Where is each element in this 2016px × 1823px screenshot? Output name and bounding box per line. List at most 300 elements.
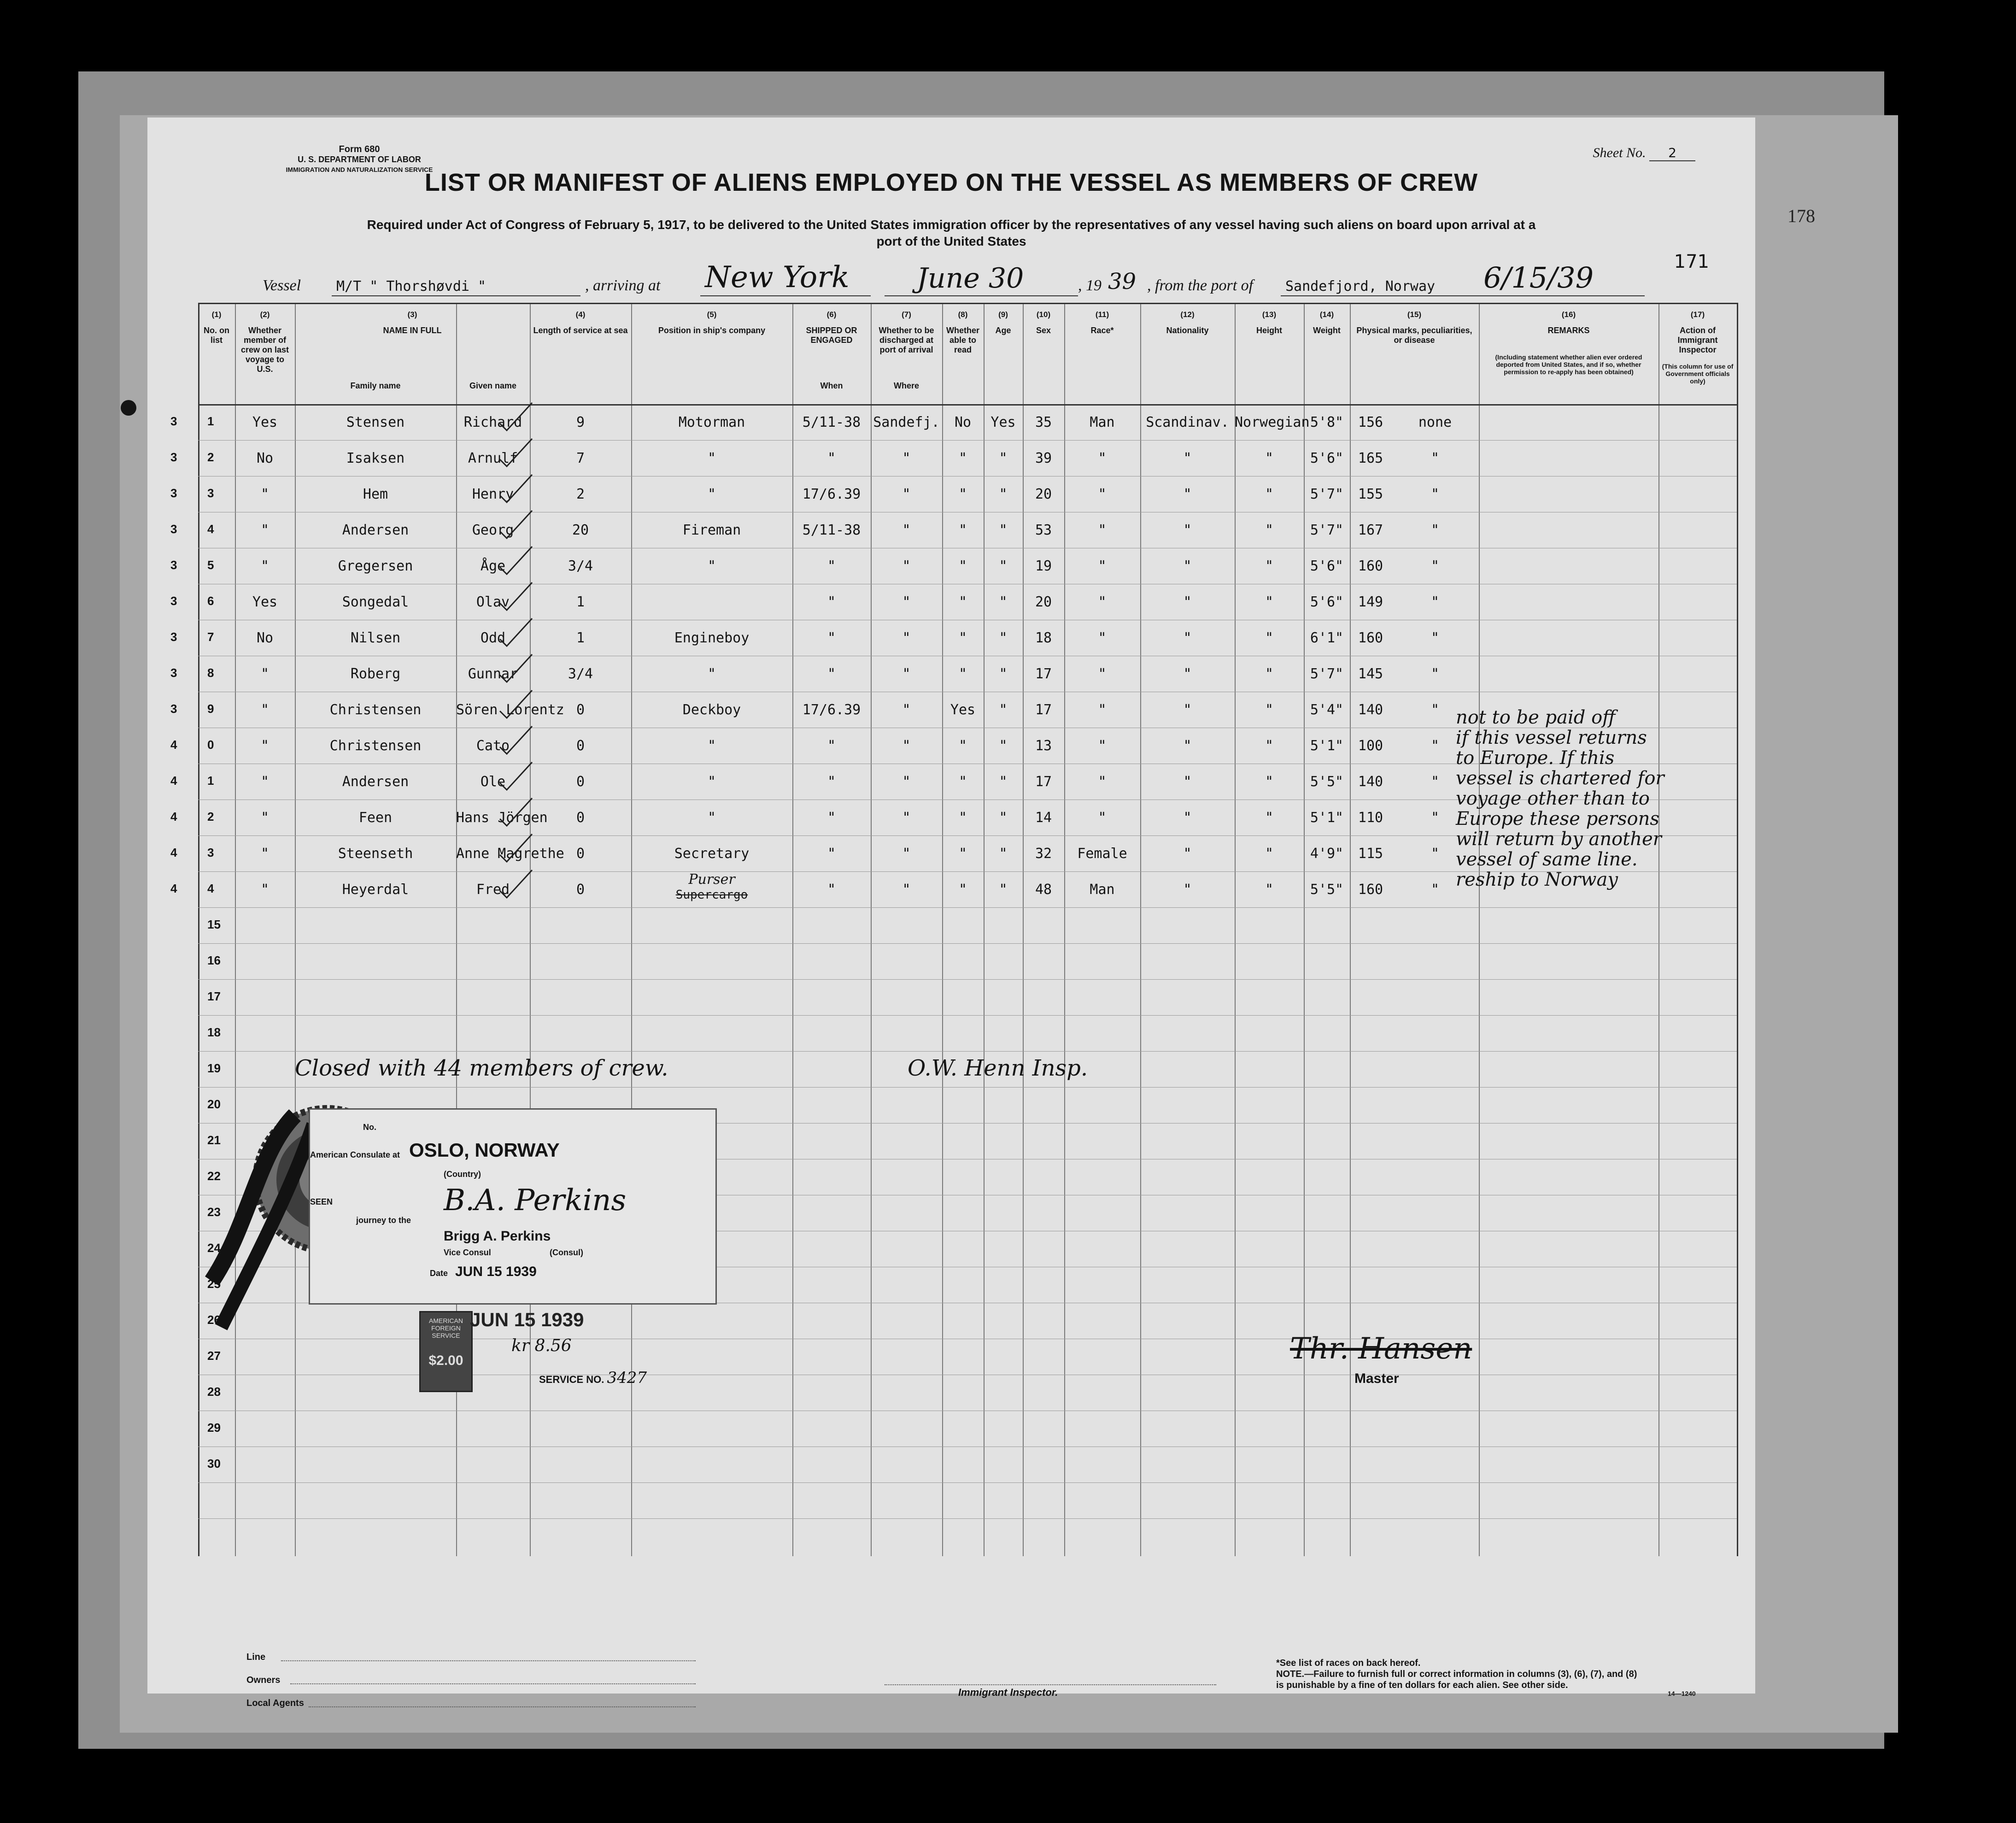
department: U. S. DEPARTMENT OF LABOR (298, 155, 421, 164)
cell-discharged: " (958, 486, 967, 502)
row-number: 25 (207, 1277, 221, 1291)
consulate-date: JUN 15 1939 (455, 1264, 537, 1279)
cell-sex: Man (1090, 414, 1115, 430)
cell-weight: 160 (1358, 630, 1383, 646)
cell-weight: 165 (1358, 450, 1383, 466)
fee-handwritten: kr 8.56 (511, 1336, 572, 1355)
cell-race: " (1183, 882, 1192, 898)
cell-service: 2 (576, 486, 585, 502)
footer-note-3: is punishable by a fine of ten dollars for each alien. See other side. (1276, 1680, 1568, 1690)
cell-given: Hans Jörgen (456, 810, 548, 826)
cell-service: 1 (576, 594, 585, 610)
cell-family: Stensen (346, 414, 405, 430)
consul-name: Brigg A. Perkins (444, 1229, 551, 1244)
cell-position: Deckboy (682, 702, 741, 718)
column-number: (8) (958, 310, 968, 319)
cell-marks: " (1430, 810, 1440, 826)
cell-nationality: " (1265, 522, 1274, 538)
row-number: 28 (207, 1385, 221, 1399)
column-header: Whether able to read (946, 326, 979, 354)
cell-given: Henry (472, 486, 514, 502)
column-rule (198, 303, 199, 1556)
cell-sex: " (1098, 666, 1107, 682)
cell-nationality: " (1265, 630, 1274, 646)
cell-position: " (707, 450, 716, 466)
page-title: LIST OR MANIFEST OF ALIENS EMPLOYED ON THE VESSEL AS MEMBERS OF CREW (424, 169, 1478, 196)
subheader-family: Family name (350, 381, 401, 390)
cell-nationality: Norwegian (1235, 414, 1310, 430)
underline (332, 295, 580, 296)
row-prefix-handwritten: 3 (170, 702, 177, 716)
cell-when: " (827, 594, 836, 610)
cell-nationality: " (1265, 486, 1274, 502)
cell-service: 0 (576, 882, 585, 898)
cell-height: 5'6" (1310, 594, 1344, 610)
arrival-year: 39 (1108, 269, 1137, 294)
column-number: (3) (407, 310, 417, 319)
checkmark-icon (498, 580, 534, 612)
cell-height: 5'1" (1310, 810, 1344, 826)
cell-discharged: " (958, 738, 967, 754)
cell-family: Andersen (342, 774, 409, 790)
cell-given: Richard (463, 414, 522, 430)
row-number: 3 (207, 846, 214, 859)
cell-position: Supercargo (675, 888, 748, 902)
checkmark-icon (498, 724, 534, 756)
cell-where: " (902, 774, 911, 790)
cell-sex: " (1098, 594, 1107, 610)
cell-where: " (902, 702, 911, 718)
header-bottom-rule (198, 404, 1737, 406)
vessel-name: M/T " Thorshøvdi " (336, 278, 486, 294)
cell-nationality: " (1265, 558, 1274, 574)
row-number: 4 (207, 882, 214, 895)
row-prefix-handwritten: 3 (170, 666, 177, 680)
cell-service: 0 (576, 810, 585, 826)
footer-note-2: NOTE.—Failure to furnish full or correct information in columns (3), (6), (7), and (8) (1276, 1669, 1637, 1679)
row-number: 27 (207, 1349, 221, 1363)
footer-agents-field (309, 1706, 696, 1707)
service-number (539, 1369, 647, 1387)
row-number: 2 (207, 450, 214, 464)
row-prefix-handwritten: 3 (170, 594, 177, 608)
cell-service: 0 (576, 738, 585, 754)
remarks-note-header: (Including statement whether alien ever ordered deported from United States, and if so, whether permission to re-apply has been obtained) (1495, 353, 1642, 376)
row-number: 2 (207, 810, 214, 823)
service-label: SERVICE NO. (539, 1374, 604, 1385)
cell-service: 3/4 (568, 558, 593, 574)
row-number: 21 (207, 1133, 221, 1147)
cell-marks: " (1430, 702, 1440, 718)
cell-age: 39 (1035, 450, 1052, 466)
column-header: Action of Immigrant Inspector (1677, 326, 1718, 354)
row-number: 8 (207, 666, 214, 680)
cell-sex: " (1098, 522, 1107, 538)
cell-marks: " (1430, 630, 1440, 646)
cell-prev: " (260, 810, 270, 826)
fee-stamp-label: AMERICAN FOREIGN SERVICE (429, 1317, 463, 1339)
cell-given: Georg (472, 522, 514, 538)
cell-weight: 156 (1358, 414, 1383, 430)
cell-where: " (902, 666, 911, 682)
column-number: (15) (1407, 310, 1422, 319)
underline (700, 295, 871, 296)
cell-discharged: " (958, 882, 967, 898)
cell-sex: " (1098, 774, 1107, 790)
underline (1281, 295, 1645, 296)
row-number: 7 (207, 630, 214, 644)
cell-where: " (902, 486, 911, 502)
checkmark-icon (498, 616, 534, 648)
cell-sex: " (1098, 558, 1107, 574)
cell-where: " (902, 450, 911, 466)
cell-race: " (1183, 450, 1192, 466)
row-rule (198, 1482, 1737, 1483)
column-number: (16) (1561, 310, 1576, 319)
cell-given: Cato (476, 738, 510, 754)
row-number: 1 (207, 774, 214, 788)
column-number: (4) (575, 310, 586, 319)
checkmark-icon (498, 652, 534, 684)
cell-discharged: " (958, 558, 967, 574)
column-number: (12) (1180, 310, 1195, 319)
arrival-date: June 30 (917, 262, 1024, 294)
column-header: Physical marks, peculiarities, or disease (1356, 326, 1472, 345)
checkmark-icon (498, 832, 534, 864)
cell-marks: " (1430, 450, 1440, 466)
cell-family: Isaksen (346, 450, 405, 466)
cell-race: " (1183, 594, 1192, 610)
action-note-header: (This column for use of Government officials only) (1662, 363, 1734, 385)
master-label: Master (1354, 1371, 1399, 1386)
column-number: (5) (707, 310, 717, 319)
cell-marks: " (1430, 774, 1440, 790)
cell-marks: " (1430, 882, 1440, 898)
cell-service: 0 (576, 702, 585, 718)
inspector-label: Immigrant Inspector. (958, 1687, 1058, 1698)
cell-where: " (902, 738, 911, 754)
cell-read: " (999, 846, 1008, 862)
row-prefix-handwritten: 4 (170, 810, 177, 823)
cell-age: 32 (1035, 846, 1052, 862)
cell-marks: " (1430, 486, 1440, 502)
cell-weight: 160 (1358, 558, 1383, 574)
footer-agents-label: Local Agents (246, 1698, 304, 1708)
handwritten-date: 6/15/39 (1483, 261, 1594, 294)
cell-when: " (827, 738, 836, 754)
manifest-sheet (147, 118, 1755, 1708)
cell-sex: " (1098, 702, 1107, 718)
row-prefix-handwritten: 3 (170, 630, 177, 644)
cell-age: 48 (1035, 882, 1052, 898)
cell-height: 5'7" (1310, 486, 1344, 502)
row-number: 19 (207, 1061, 221, 1075)
consulate-stamp (309, 1108, 717, 1305)
cell-sex: " (1098, 486, 1107, 502)
cell-given: Ole (480, 774, 506, 790)
from-label: , from the port of (1147, 277, 1254, 294)
vessel-label: Vessel (263, 277, 301, 294)
column-header: No. on list (204, 326, 229, 345)
row-rule (198, 1015, 1737, 1016)
cell-age: 53 (1035, 522, 1052, 538)
cell-family: Roberg (350, 666, 401, 682)
vessel-line (263, 260, 1668, 297)
cell-race: " (1183, 630, 1192, 646)
cell-nationality: " (1265, 738, 1274, 754)
cell-prev: " (260, 846, 270, 862)
cell-family: Feen (358, 810, 393, 826)
row-number: 9 (207, 702, 214, 716)
column-number: (13) (1262, 310, 1277, 319)
form-number: Form 680 (339, 144, 380, 154)
footer-owners-field (290, 1683, 696, 1684)
column-number: (14) (1319, 310, 1334, 319)
cell-where: " (902, 522, 911, 538)
row-prefix-handwritten: 4 (170, 846, 177, 859)
cell-prev: Yes (252, 594, 278, 610)
cell-family: Andersen (342, 522, 409, 538)
footer-code: 14—1240 (1668, 1690, 1696, 1697)
row-number: 20 (207, 1097, 221, 1111)
cell-when: " (827, 810, 836, 826)
cell-discharged: " (958, 522, 967, 538)
cell-height: 5'8" (1310, 414, 1344, 430)
column-number: (17) (1690, 310, 1705, 319)
cell-where: " (902, 558, 911, 574)
cell-height: 5'1" (1310, 738, 1344, 754)
cell-weight: 140 (1358, 774, 1383, 790)
column-header: Height (1256, 326, 1282, 335)
cell-weight: 110 (1358, 810, 1383, 826)
cell-given: Gunnar (468, 666, 518, 682)
cell-read: " (999, 702, 1008, 718)
inspector-signature: O.W. Henn Insp. (908, 1055, 1088, 1081)
cell-sex: " (1098, 810, 1107, 826)
cell-discharged: No (954, 414, 972, 430)
cell-weight: 155 (1358, 486, 1383, 502)
cell-family: Songedal (342, 594, 409, 610)
row-number: 3 (207, 486, 214, 500)
cell-race: " (1183, 810, 1192, 826)
checkmark-icon (498, 400, 534, 433)
cell-race: " (1183, 738, 1192, 754)
from-port: Sandefjord, Norway (1285, 278, 1436, 294)
cell-weight: 149 (1358, 594, 1383, 610)
cell-where: Sandefj. (873, 414, 940, 430)
cell-race: " (1183, 558, 1192, 574)
cell-read: " (999, 450, 1008, 466)
cell-discharged: " (958, 810, 967, 826)
arriving-label: , arriving at (585, 277, 661, 294)
row-rule (198, 1051, 1737, 1052)
row-number: 26 (207, 1313, 221, 1327)
underline (885, 295, 1078, 296)
cell-nationality: " (1265, 702, 1274, 718)
cell-service: 0 (576, 846, 585, 862)
cell-height: 5'7" (1310, 666, 1344, 682)
cell-race: " (1183, 486, 1192, 502)
cell-position: " (707, 810, 716, 826)
cell-read: " (999, 630, 1008, 646)
sheet-number-field (1593, 145, 1695, 161)
cell-when: " (827, 450, 836, 466)
cell-height: 6'1" (1310, 630, 1344, 646)
side-number: 178 (1787, 206, 1815, 226)
subtitle-line-2: port of the United States (876, 234, 1026, 248)
row-rule (198, 440, 1737, 441)
cell-family: Steenseth (338, 846, 413, 862)
cell-given: Arnulf (468, 450, 518, 466)
cell-where: " (902, 810, 911, 826)
checkmark-icon (498, 796, 534, 828)
fee-stamp (419, 1311, 473, 1392)
checkmark-icon (498, 472, 534, 505)
checkmark-icon (498, 508, 534, 541)
cell-race: Scandinav. (1146, 414, 1229, 430)
row-number: 6 (207, 594, 214, 608)
service-number-value: 3427 (607, 1369, 647, 1387)
cell-age: 18 (1035, 630, 1052, 646)
checkmark-icon (498, 760, 534, 792)
cell-service: 0 (576, 774, 585, 790)
cell-given: Fred (476, 882, 510, 898)
consul-label: (Consul) (550, 1248, 583, 1257)
service-name: IMMIGRATION AND NATURALIZATION SERVICE (286, 166, 433, 173)
column-header: Whether to be discharged at port of arrival (879, 326, 934, 354)
cell-discharged: " (958, 846, 967, 862)
column-number: (10) (1036, 310, 1051, 319)
cell-position: Motorman (678, 414, 745, 430)
cell-race: " (1183, 666, 1192, 682)
cell-weight: 145 (1358, 666, 1383, 682)
cell-position: Engineboy (674, 630, 750, 646)
cell-age: 19 (1035, 558, 1052, 574)
column-rule (1737, 303, 1738, 1556)
column-number: (1) (211, 310, 222, 319)
cell-given: Åge (480, 558, 506, 574)
cell-race: " (1183, 702, 1192, 718)
cell-height: 5'6" (1310, 558, 1344, 574)
row-prefix-handwritten: 3 (170, 486, 177, 500)
cell-prev: " (260, 702, 270, 718)
cell-given: Sören Lorentz (456, 702, 564, 718)
cell-marks: " (1430, 738, 1440, 754)
cell-age: 20 (1035, 486, 1052, 502)
column-number: (6) (826, 310, 837, 319)
column-number: (7) (902, 310, 911, 319)
column-header: SHIPPED OR ENGAGED (806, 326, 857, 345)
cell-marks: none (1418, 414, 1452, 430)
page-subtitle (147, 217, 1755, 250)
cell-prev: " (260, 738, 270, 754)
cell-position: " (707, 666, 716, 682)
cell-race: " (1183, 522, 1192, 538)
fee-stamp-date: JUN 15 1939 (470, 1309, 584, 1330)
subheader-where: Where (893, 381, 919, 390)
fee-stamp-value: $2.00 (428, 1353, 463, 1368)
cell-given: Olav (476, 594, 510, 610)
arriving-port: New York (705, 260, 850, 294)
footer-line-field (281, 1660, 696, 1661)
cell-prev: " (260, 558, 270, 574)
cell-when: 5/11-38 (802, 414, 861, 430)
row-prefix-handwritten: 3 (170, 558, 177, 572)
row-prefix-handwritten: 3 (170, 414, 177, 428)
cell-read: " (999, 810, 1008, 826)
cell-read: " (999, 522, 1008, 538)
column-rule (1479, 303, 1480, 1556)
cell-age: 17 (1035, 702, 1052, 718)
checkmark-icon (498, 436, 534, 469)
footer (147, 1555, 1755, 1708)
column-header: Weight (1313, 326, 1341, 335)
cell-race: " (1183, 846, 1192, 862)
cell-race: " (1183, 774, 1192, 790)
cell-position: " (707, 774, 716, 790)
column-header: REMARKS (1547, 326, 1590, 335)
cell-weight: 100 (1358, 738, 1383, 754)
column-header: Length of service at sea (533, 326, 628, 335)
column-header: Position in ship's company (658, 326, 766, 335)
cell-prev: " (260, 486, 270, 502)
cell-service: 1 (576, 630, 585, 646)
cell-prev: " (260, 882, 270, 898)
cell-read: " (999, 558, 1008, 574)
inspector-field (885, 1684, 1216, 1685)
cell-read: " (999, 594, 1008, 610)
subheader-when: When (820, 381, 843, 390)
cell-discharged: " (958, 450, 967, 466)
cell-height: 5'6" (1310, 450, 1344, 466)
cell-discharged: " (958, 594, 967, 610)
table-top-rule (198, 303, 1737, 304)
cell-weight: 167 (1358, 522, 1383, 538)
cell-sex: Female (1077, 846, 1127, 862)
seen-label: SEEN (310, 1197, 333, 1206)
journey-label: journey to the (356, 1216, 411, 1225)
column-header: Whether member of crew on last voyage to U.S. (240, 326, 289, 374)
cell-position: Secretary (674, 846, 750, 862)
cell-prev: " (260, 666, 270, 682)
cell-when: 17/6.39 (802, 486, 861, 502)
cell-prev: Yes (252, 414, 278, 430)
sheet-number-label: Sheet No. (1593, 145, 1646, 160)
closed-note: Closed with 44 members of crew. (295, 1055, 668, 1081)
cell-height: 5'4" (1310, 702, 1344, 718)
cell-prev: " (260, 522, 270, 538)
cell-height: 4'9" (1310, 846, 1344, 862)
row-prefix-handwritten: 3 (170, 450, 177, 464)
cell-sex: " (1098, 738, 1107, 754)
footer-note-1: *See list of races on back hereof. (1276, 1658, 1421, 1668)
cell-family: Hem (363, 486, 388, 502)
cell-when: " (827, 846, 836, 862)
cell-nationality: " (1265, 882, 1274, 898)
cell-prev: No (256, 450, 274, 466)
row-number: 24 (207, 1241, 221, 1255)
column-number: (9) (998, 310, 1008, 319)
cell-nationality: " (1265, 846, 1274, 862)
year-prefix: , 19 (1078, 277, 1102, 294)
cell-marks: " (1430, 594, 1440, 610)
sheet-number-value: 2 (1649, 145, 1695, 161)
row-prefix-handwritten: 4 (170, 882, 177, 895)
cell-when: 17/6.39 (802, 702, 861, 718)
row-rule (198, 907, 1737, 908)
cell-family: Heyerdal (342, 882, 409, 898)
cell-age: 35 (1035, 414, 1052, 430)
